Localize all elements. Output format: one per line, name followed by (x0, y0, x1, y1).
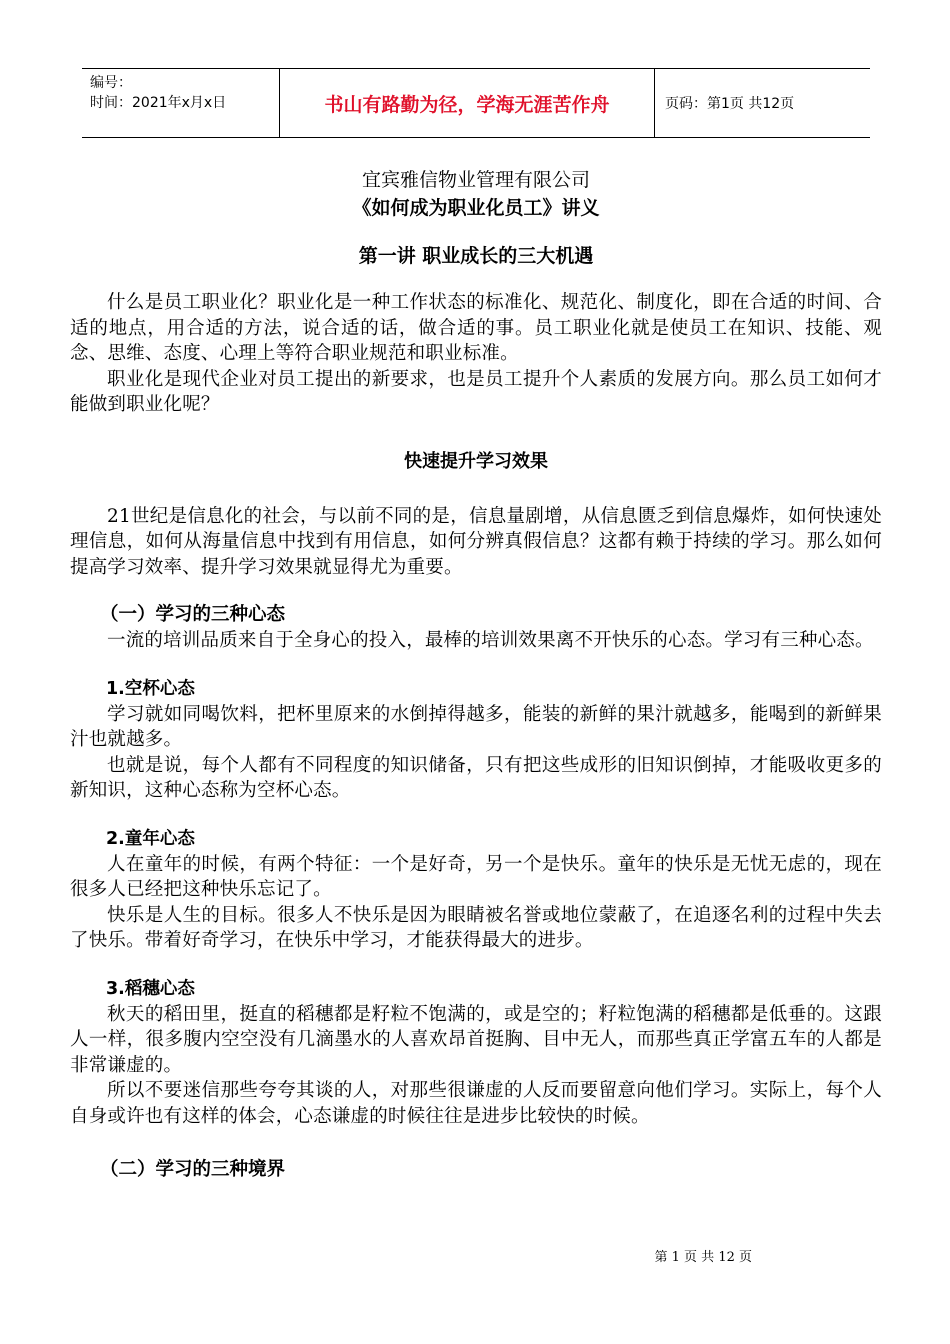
item-paragraph: 秋天的稻田里，挺直的稻穗都是籽粒不饱满的，或是空的；籽粒饱满的稻穗都是低垂的。这跟人一样，很多腹内空空没有几滴墨水的人喜欢昂首挺胸、目中无人，而那些真正学富五车的人都是非常谦虚的。 (70, 1003, 882, 1076)
item-paragraph: 也就是说，每个人都有不同程度的知识储备，只有把这些成形的旧知识倒掉，才能吸收更多的新知识，这种心态称为空杯心态。 (70, 754, 882, 801)
document-body (70, 166, 882, 1183)
header-date: 时间：2021年x月x日 (90, 95, 227, 111)
item-heading-empty-cup: 1.空杯心态 (106, 678, 195, 699)
item-paragraph: 所以不要迷信那些夸夸其谈的人，对那些很谦虚的人反而要留意向他们学习。实际上，每个人自身或许也有这样的体会，心态谦虚的时候往往是进步比较快的时候。 (70, 1080, 882, 1127)
section-title: 快速提升学习效果 (404, 450, 548, 472)
item-paragraph: 学习就如同喝饮料，把杯里原来的水倒掉得越多，能装的新鲜的果汁就越多，能喝到的新鲜果汁也就越多。 (70, 703, 882, 750)
section-paragraph: 21世纪是信息化的社会，与以前不同的是，信息量剧增，从信息匮乏到信息爆炸，如何快速处理信息，如何从海量信息中找到有用信息，如何分辨真假信息？这都有赖于持续的学习。那么如何提高学习效率、提升学习效果就显得尤为重要。 (70, 505, 882, 578)
page-header (82, 68, 870, 138)
document-title: 《如何成为职业化员工》讲义 (352, 197, 600, 219)
item-paragraph: 快乐是人生的目标。很多人不快乐是因为眼睛被名誉或地位蒙蔽了，在追逐名利的过程中失去了快乐。带着好奇学习，在快乐中学习，才能获得最大的进步。 (70, 904, 882, 951)
item-paragraph: 人在童年的时候，有两个特征：一个是好奇，另一个是快乐。童年的快乐是无忧无虑的，现在很多人已经把这种快乐忘记了。 (70, 853, 882, 900)
company-name: 宜宾雅信物业管理有限公司 (361, 169, 590, 191)
part1-paragraph: 一流的培训品质来自于全身心的投入，最棒的培训效果离不开快乐的心态。学习有三种心态。 (107, 630, 874, 651)
lecture-heading: 第一讲 职业成长的三大机遇 (358, 245, 594, 267)
page-footer: 第 1 页 共 12 页 (654, 1250, 752, 1265)
part1-heading: （一）学习的三种心态 (100, 604, 286, 625)
item-heading-childhood: 2.童年心态 (106, 828, 195, 849)
header-number-label: 编号： (90, 75, 132, 91)
intro-paragraph: 什么是员工职业化？职业化是一种工作状态的标准化、规范化、制度化，即在合适的时间、合适的地点，用合适的方法，说合适的话，做合适的事。员工职业化就是使员工在知识、技能、观念、思维、态度、心理上等符合职业规范和职业标准。 (70, 292, 882, 364)
header-meta (82, 69, 280, 137)
item-heading-rice-ear: 3.稻穗心态 (106, 978, 195, 999)
intro-paragraph: 职业化是现代企业对员工提出的新要求，也是员工提升个人素质的发展方向。那么员工如何才能做到职业化呢？ (70, 368, 882, 415)
header-page-info: 页码：第1页 共12页 (665, 96, 795, 112)
part2-heading: （二）学习的三种境界 (100, 1159, 286, 1180)
header-motto: 书山有路勤为径，学海无涯苦作舟 (280, 69, 655, 137)
